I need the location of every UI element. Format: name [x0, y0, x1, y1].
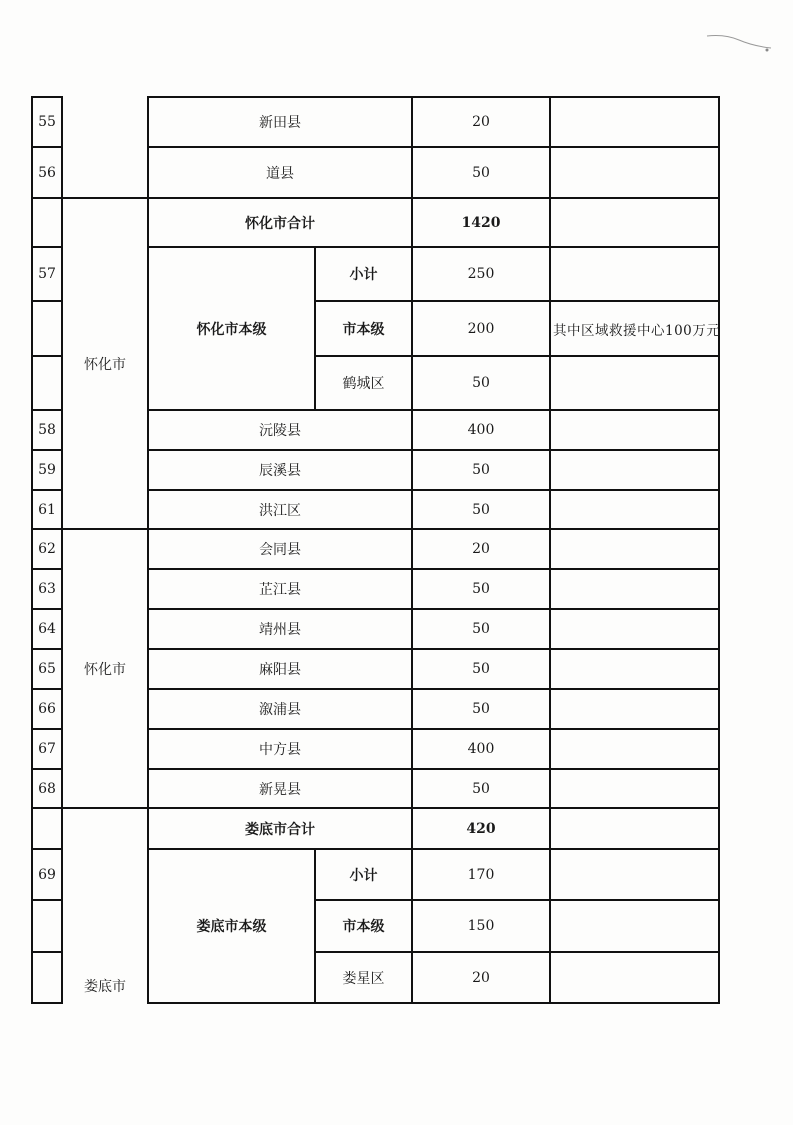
sub-label: 娄星区	[342, 970, 385, 987]
city-level-label: 娄底市本级	[196, 919, 267, 935]
amount-cell: 50	[472, 462, 490, 478]
county-name: 会同县	[259, 542, 301, 558]
row-number: 55	[38, 114, 56, 130]
row-number: 69	[38, 866, 56, 883]
sub-label: 市本级	[342, 321, 385, 338]
amount-cell: 50	[472, 661, 490, 677]
county-name: 芷江县	[259, 582, 301, 598]
city-total-label: 怀化市合计	[245, 215, 315, 232]
amount-cell: 20	[472, 969, 490, 986]
amount-cell: 400	[467, 741, 495, 757]
amount-cell: 150	[467, 918, 495, 934]
county-name: 新晃县	[259, 781, 301, 798]
county-name: 麻阳县	[259, 662, 301, 678]
amount-cell: 50	[472, 780, 490, 797]
amount-cell: 50	[472, 701, 490, 717]
amount-cell: 50	[472, 621, 490, 637]
amount-cell: 50	[472, 164, 490, 181]
row-number: 61	[38, 501, 56, 518]
amount-cell: 200	[467, 320, 495, 337]
region-label: 怀化市	[84, 356, 126, 373]
amount-cell: 170	[467, 866, 495, 883]
county-name: 道县	[266, 165, 294, 182]
row-number: 64	[38, 621, 56, 637]
amount-cell: 50	[472, 501, 490, 518]
amount-cell: 20	[472, 114, 490, 130]
county-name: 新田县	[259, 115, 301, 131]
region-label: 怀化市	[84, 661, 126, 678]
county-name: 中方县	[259, 742, 301, 758]
row-number: 56	[38, 164, 56, 181]
amount-cell: 20	[472, 541, 490, 557]
row-number: 59	[38, 462, 56, 478]
sub-label: 小计	[349, 867, 378, 884]
sub-label: 小计	[349, 267, 378, 283]
row-number: 67	[38, 741, 56, 757]
county-name: 沅陵县	[259, 423, 301, 439]
city-level-label: 怀化市本级	[196, 321, 267, 338]
row-number: 68	[38, 780, 56, 797]
row-number: 63	[38, 581, 56, 597]
amount-cell: 1420	[461, 214, 501, 231]
region-label: 娄底市	[84, 979, 126, 995]
city-total-label: 娄底市合计	[245, 821, 315, 838]
amount-cell: 420	[466, 820, 496, 837]
county-name: 洪江区	[259, 502, 301, 519]
county-name: 辰溪县	[259, 463, 301, 479]
row-number: 58	[38, 422, 56, 438]
row-number: 66	[38, 701, 56, 717]
row-number: 57	[38, 266, 56, 282]
county-name: 溆浦县	[259, 702, 301, 718]
remark-cell: 其中区域救援中心100万元	[553, 322, 721, 339]
scan-mark	[705, 30, 775, 54]
amount-cell: 50	[472, 581, 490, 597]
amount-cell: 50	[472, 375, 490, 391]
sub-label: 市本级	[342, 919, 385, 935]
amount-cell: 250	[467, 266, 495, 282]
county-name: 靖州县	[259, 622, 301, 638]
row-number: 65	[38, 661, 56, 677]
sub-label: 鹤城区	[342, 376, 385, 392]
row-number: 62	[38, 541, 56, 557]
amount-cell: 400	[467, 422, 495, 438]
